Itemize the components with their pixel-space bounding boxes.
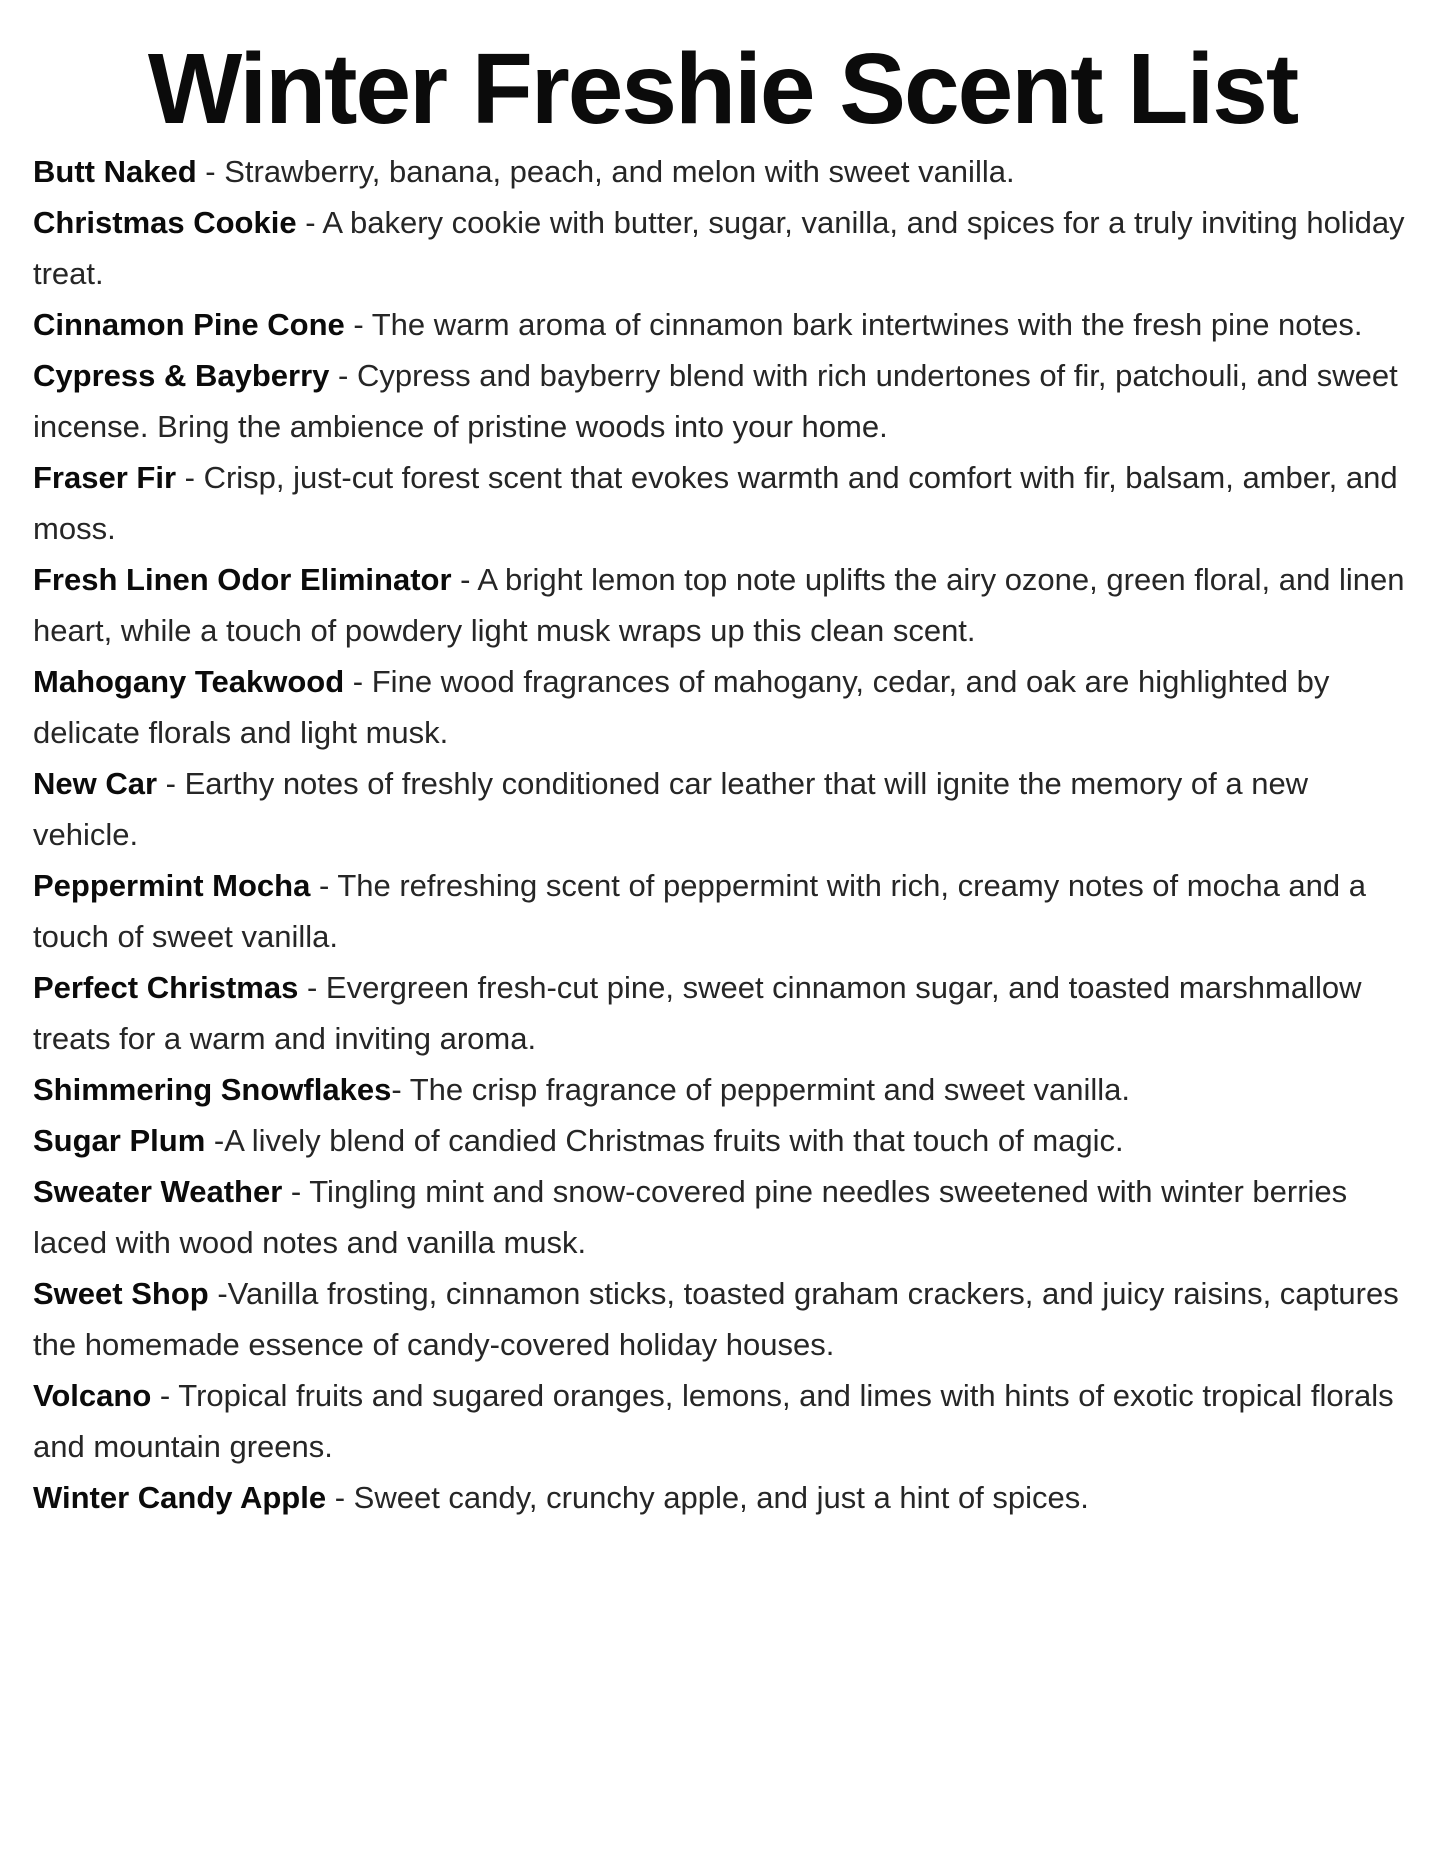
scent-separator: - [451, 562, 478, 597]
scent-separator: - [329, 358, 357, 393]
scent-separator: - [151, 1378, 179, 1413]
scent-name: Butt Naked [33, 154, 197, 189]
scent-description: Evergreen fresh-cut pine, sweet cinnamon sugar, and toasted marshmallow treats for a warm and inviting aroma. [33, 970, 1371, 1056]
scent-description: Sweet candy, crunchy apple, and just a hint of spices. [353, 1480, 1089, 1515]
scent-separator: - [282, 1174, 310, 1209]
scent-separator: - [344, 307, 372, 342]
scent-name: Cypress & Bayberry [33, 358, 330, 393]
scent-separator: - [391, 1072, 410, 1107]
scent-item-volcano [33, 1370, 1417, 1472]
scent-name: Sweet Shop [33, 1276, 209, 1311]
scent-description: Crisp, just-cut forest scent that evokes warmth and comfort with fir, balsam, amber, and moss. [33, 460, 1407, 546]
scent-name: Mahogany Teakwood [33, 664, 345, 699]
scent-description: Fine wood fragrances of mahogany, cedar, and oak are highlighted by delicate florals and light musk. [33, 664, 1338, 750]
scent-item-christmas-cookie [33, 197, 1417, 299]
scent-item-cypress-bayberry [33, 350, 1417, 452]
scent-description: Strawberry, banana, peach, and melon with sweet vanilla. [224, 154, 1015, 189]
scent-item-mahogany-teakwood [33, 656, 1417, 758]
scent-item-fraser-fir [33, 452, 1417, 554]
scent-item-sweater-weather [33, 1166, 1417, 1268]
scent-description: The refreshing scent of peppermint with rich, creamy notes of mocha and a touch of sweet vanilla. [33, 868, 1375, 954]
scent-separator: - [208, 1276, 228, 1311]
scent-separator: - [326, 1480, 354, 1515]
scent-name: Sweater Weather [33, 1174, 283, 1209]
scent-separator: - [205, 1123, 225, 1158]
scent-item-cinnamon-pine-cone [33, 299, 1417, 350]
scent-name: Christmas Cookie [33, 205, 297, 240]
scent-description: Tingling mint and snow-covered pine needles sweetened with winter berries laced with wood notes and vanilla musk. [33, 1174, 1356, 1260]
scent-description: Vanilla frosting, cinnamon sticks, toasted graham crackers, and juicy raisins, captures the homemade essence of candy-covered holiday houses. [33, 1276, 1408, 1362]
scent-description: A bright lemon top note uplifts the airy ozone, green floral, and linen heart, while a touch of powdery light musk wraps up this clean scent. [33, 562, 1414, 648]
scent-separator: - [298, 970, 326, 1005]
scent-name: Fraser Fir [33, 460, 177, 495]
scent-item-winter-candy-apple [33, 1472, 1417, 1523]
scent-name: Volcano [33, 1378, 152, 1413]
scent-item-perfect-christmas [33, 962, 1417, 1064]
scent-description: Cypress and bayberry blend with rich undertones of fir, patchouli, and sweet incense. Bring the ambience of pristine woods into your home. [33, 358, 1407, 444]
scent-description: The crisp fragrance of peppermint and sweet vanilla. [409, 1072, 1130, 1107]
scent-name: Shimmering Snowflakes [33, 1072, 392, 1107]
scent-name: New Car [33, 766, 158, 801]
scent-separator: - [196, 154, 225, 189]
scent-description: Tropical fruits and sugared oranges, lemons, and limes with hints of exotic tropical florals and mountain greens. [33, 1378, 1403, 1464]
scent-item-sweet-shop [33, 1268, 1417, 1370]
scent-item-butt-naked [33, 146, 1417, 197]
scent-name: Winter Candy Apple [33, 1480, 327, 1515]
scent-name: Peppermint Mocha [33, 868, 311, 903]
scent-description: A lively blend of candied Christmas fruits with that touch of magic. [224, 1123, 1124, 1158]
scent-name: Sugar Plum [33, 1123, 206, 1158]
scent-separator: - [310, 868, 338, 903]
scent-separator: - [344, 664, 372, 699]
scent-item-fresh-linen-odor-eliminator [33, 554, 1417, 656]
scent-item-new-car [33, 758, 1417, 860]
scent-description: The warm aroma of cinnamon bark intertwines with the fresh pine notes. [371, 307, 1363, 342]
page-title: Winter Freshie Scent List [147, 33, 1298, 145]
scent-name: Perfect Christmas [33, 970, 299, 1005]
scent-description: A bakery cookie with butter, sugar, vanilla, and spices for a truly inviting holiday treat. [33, 205, 1414, 291]
scent-item-sugar-plum [33, 1115, 1417, 1166]
scent-separator: - [296, 205, 323, 240]
scent-name: Fresh Linen Odor Eliminator [33, 562, 452, 597]
scent-separator: - [176, 460, 204, 495]
scent-item-shimmering-snowflakes [33, 1064, 1417, 1115]
scent-item-peppermint-mocha [33, 860, 1417, 962]
scent-description: Earthy notes of freshly conditioned car leather that will ignite the memory of a new vehicle. [33, 766, 1317, 852]
scent-separator: - [157, 766, 185, 801]
scent-list [0, 146, 1445, 1523]
scent-name: Cinnamon Pine Cone [33, 307, 345, 342]
